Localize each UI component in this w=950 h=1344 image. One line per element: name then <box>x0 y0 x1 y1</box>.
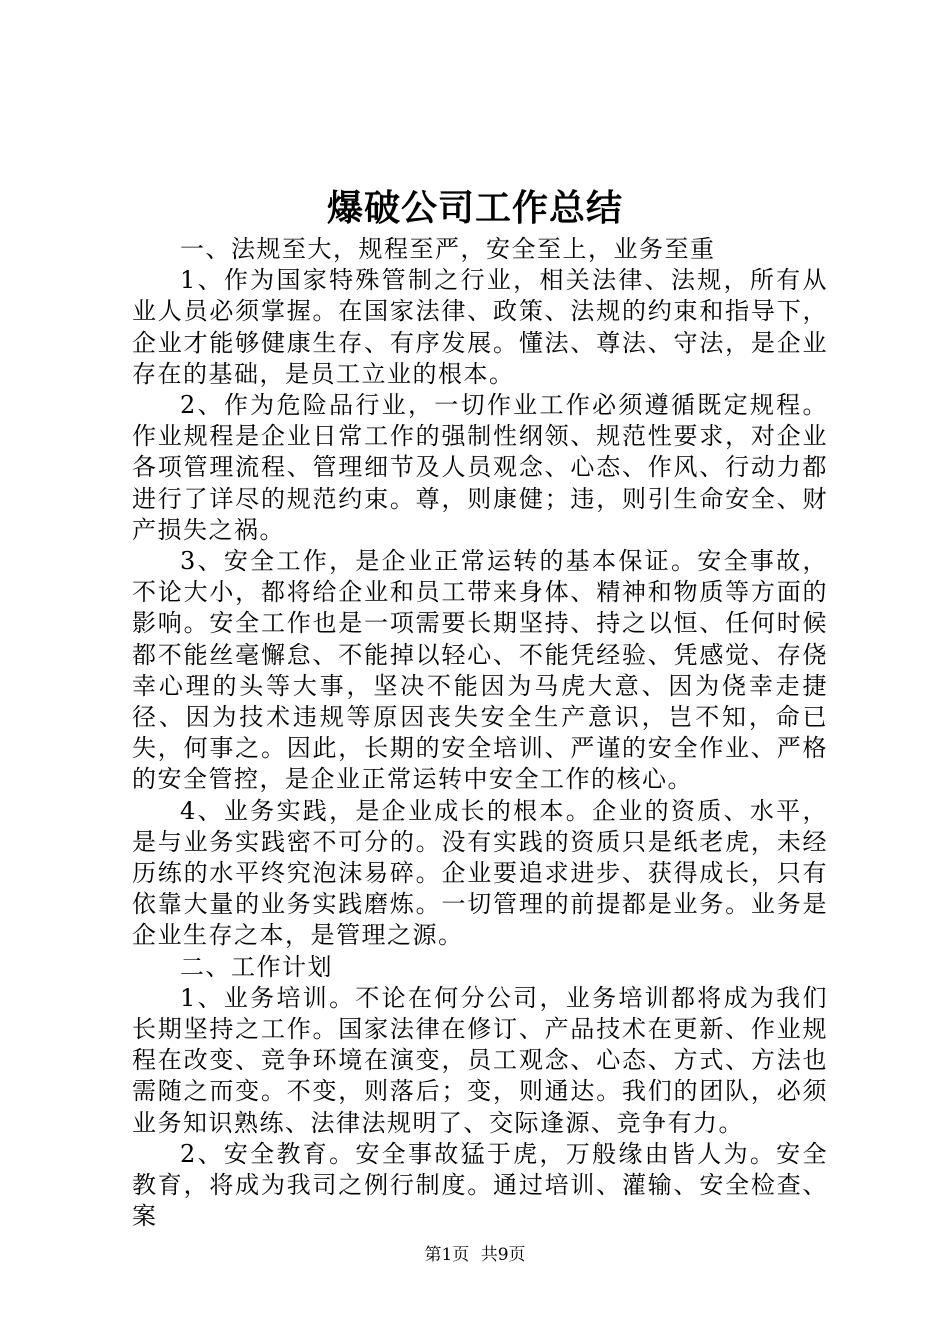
document-title: 爆破公司工作总结 <box>326 187 623 229</box>
section-heading-2: 二、工作计划 <box>180 952 333 981</box>
paragraph-6: 2、安全教育。安全事故猛于虎，万般缘由皆人为。安全教育，将成为我司之例行制度。通过培训、灌输、安全检查、案 <box>132 1139 828 1231</box>
document-body <box>132 234 828 1233</box>
page-number: 第1页 <box>424 1245 470 1265</box>
paragraph-5: 1、业务培训。不论在何分公司，业务培训都将成为我们长期坚持之工作。国家法律在修订、产品技术在更新、作业规程在改变、竞争环境在演变，员工观念、心态、方式、方法也需随之而变。不变，则落后；变，则通达。我们的团队，必须业务知识熟练、法律法规明了、交际逢源、竞争有力。 <box>132 983 828 1137</box>
section-heading-1: 一、法规至大，规程至严，安全至上，业务至重 <box>180 235 716 263</box>
paragraph-2: 2、作为危险品行业，一切作业工作必须遵循既定规程。作业规程是企业日常工作的强制性纲领、规范性要求，对企业各项管理流程、管理细节及人员观念、心态、作风、行动力都进行了详尽的规范约束。尊，则康健；违，则引生命安全、财产损失之祸。 <box>132 391 828 544</box>
page-footer <box>0 1244 950 1266</box>
paragraph-4: 4、业务实践，是企业成长的根本。企业的资质、水平，是与业务实践密不可分的。没有实践的资质只是纸老虎，未经历练的水平终究泡沫易碎。企业要追求进步、获得成长，只有依靠大量的业务实践磨炼。一切管理的前提都是业务。业务是企业生存之本，是管理之源。 <box>132 796 828 950</box>
paragraph-3: 3、安全工作，是企业正常运转的基本保证。安全事故，不论大小，都将给企业和员工带来身体、精神和物质等方面的影响。安全工作也是一项需要长期坚持、持之以恒、任何时候都不能丝毫懈怠、不能掉以轻心、不能凭经验、凭感觉、存侥幸心理的头等大事，坚决不能因为马虎大意、因为侥幸走捷径、因为技术违规等原因丧失安全生产意识，岂不知，命已失，何事之。因此，长期的安全培训、严谨的安全作业、严格的安全管控，是企业正常运转中安全工作的核心。 <box>132 547 828 794</box>
page-total: 共9页 <box>480 1245 526 1265</box>
paragraph-1: 1、作为国家特殊管制之行业，相关法律、法规，所有从业人员必须掌握。在国家法律、政策、法规的约束和指导下，企业才能够健康生存、有序发展。懂法、尊法、守法，是企业存在的基础，是员工立业的根本。 <box>132 266 828 388</box>
